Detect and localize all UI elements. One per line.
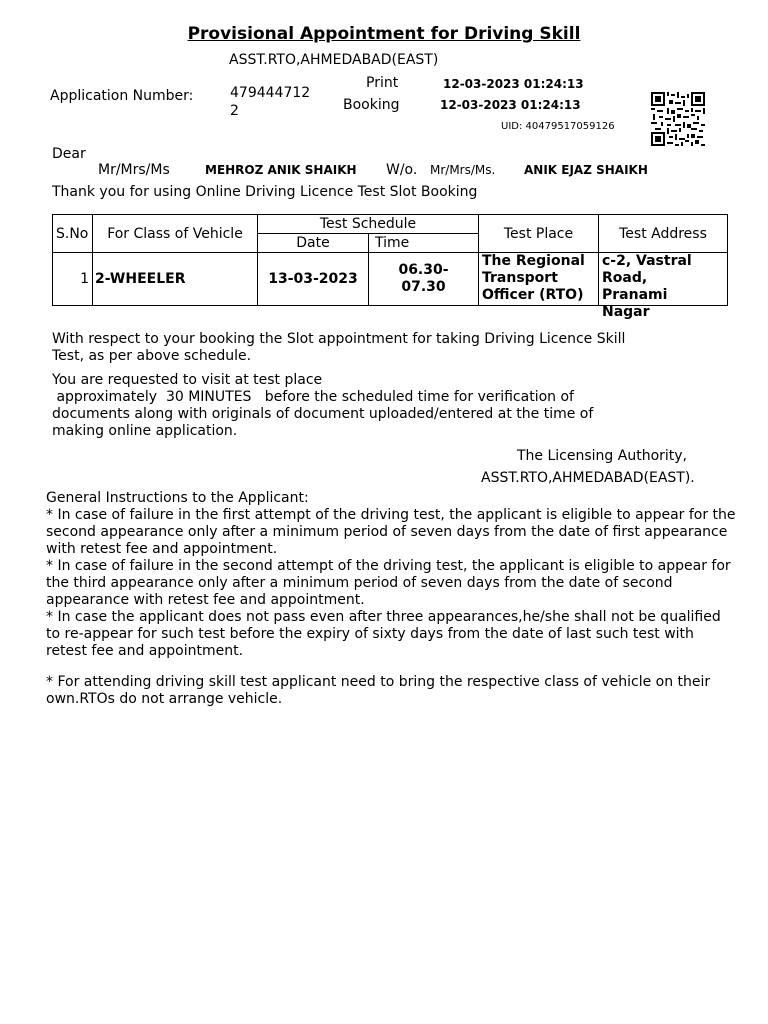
visit-paragraph	[52, 372, 712, 440]
relation-label: W/o.	[386, 162, 418, 178]
cell-test-place	[479, 253, 599, 306]
header-time: Time	[369, 234, 479, 253]
header-test-place: Test Place	[479, 215, 599, 253]
salutation: Mr/Mrs/Ms	[98, 162, 170, 178]
instructions-block	[46, 490, 736, 660]
print-label: Print	[366, 75, 399, 91]
instruction-item: * In case of failure in the first attempt of the driving test, the applicant is eligible to appear for the second appearance only after a minimum period of seven days from the date of first appearance with retest fee and appointment.	[46, 507, 736, 557]
uid-text: UID: 40479517059126	[501, 121, 615, 132]
cell-test-address-line1: c-2, Vastral	[602, 253, 692, 269]
office-name: ASST.RTO,AHMEDABAD(EAST)	[229, 52, 439, 68]
application-number-line2: 2	[230, 103, 239, 119]
cell-test-address-line3: Pranami	[602, 287, 668, 303]
table-row	[53, 253, 728, 306]
cell-sno: 1	[53, 253, 93, 306]
cell-vehicle-class: 2-WHEELER	[93, 253, 258, 306]
licensing-authority: The Licensing Authority,	[517, 448, 688, 464]
relation-salutation: Mr/Mrs/Ms.	[430, 163, 496, 177]
thanks-text: Thank you for using Online Driving Licence Test Slot Booking	[52, 184, 478, 200]
header-test-address: Test Address	[599, 215, 728, 253]
visit-paragraph-line2: approximately 30 MINUTES before the scheduled time for verification of	[52, 389, 574, 405]
cell-time	[369, 253, 479, 306]
licensing-authority-office: ASST.RTO,AHMEDABAD(EAST).	[481, 470, 695, 486]
relation-name: ANIK EJAZ SHAIKH	[524, 163, 648, 177]
cell-test-address-line4: Nagar	[602, 304, 650, 320]
booking-datetime: 12-03-2023 01:24:13	[440, 98, 581, 112]
booking-paragraph-line2: Test, as per above schedule.	[52, 348, 252, 364]
schedule-table	[52, 214, 728, 320]
cell-time-line1: 06.30-	[398, 262, 449, 278]
instructions-heading: General Instructions to the Applicant:	[46, 490, 309, 506]
visit-paragraph-line4: making online application.	[52, 423, 238, 439]
applicant-name: MEHROZ ANIK SHAIKH	[205, 163, 357, 177]
visit-paragraph-line3: documents along with originals of document uploaded/entered at the time of	[52, 406, 594, 422]
instruction-item: * In case of failure in the second attempt of the driving test, the applicant is eligible to appear for the third appearance only after a minimum period of seven days from the date of second appearance with retest fee and appointment.	[46, 558, 731, 608]
cell-time-line2: 07.30	[401, 279, 446, 295]
dear-text: Dear	[52, 146, 86, 162]
vehicle-note: * For attending driving skill test applicant need to bring the respective class of vehicle on their own.RTOs do not arrange vehicle.	[46, 674, 711, 707]
header-test-schedule: Test Schedule	[258, 215, 479, 234]
booking-label: Booking	[343, 97, 400, 113]
booking-paragraph	[52, 331, 712, 365]
application-number-line1: 479444712	[230, 85, 311, 101]
visit-paragraph-line1: You are requested to visit at test place	[52, 372, 323, 388]
header-date: Date	[258, 234, 369, 253]
cell-date: 13-03-2023	[258, 253, 369, 306]
booking-paragraph-line1: With respect to your booking the Slot appointment for taking Driving Licence Skill	[52, 331, 626, 347]
cell-test-address	[599, 253, 728, 320]
header-sno: S.No	[53, 215, 93, 253]
cell-test-place-line2: Transport	[482, 270, 558, 286]
qr-code	[651, 92, 705, 146]
cell-test-place-line1: The Regional	[482, 253, 585, 269]
application-number-label: Application Number:	[50, 88, 194, 104]
page-title: Provisional Appointment for Driving Skill	[187, 24, 581, 44]
cell-test-address-line2: Road,	[602, 270, 648, 286]
cell-test-place-line3: Officer (RTO)	[482, 287, 584, 303]
print-datetime: 12-03-2023 01:24:13	[443, 77, 584, 91]
instruction-item: * In case the applicant does not pass even after three appearances,he/she shall not be qualified to re-appear for such test before the expiry of sixty days from the date of last such test with retest fee and appointment.	[46, 609, 721, 659]
header-vehicle-class: For Class of Vehicle	[93, 215, 258, 253]
